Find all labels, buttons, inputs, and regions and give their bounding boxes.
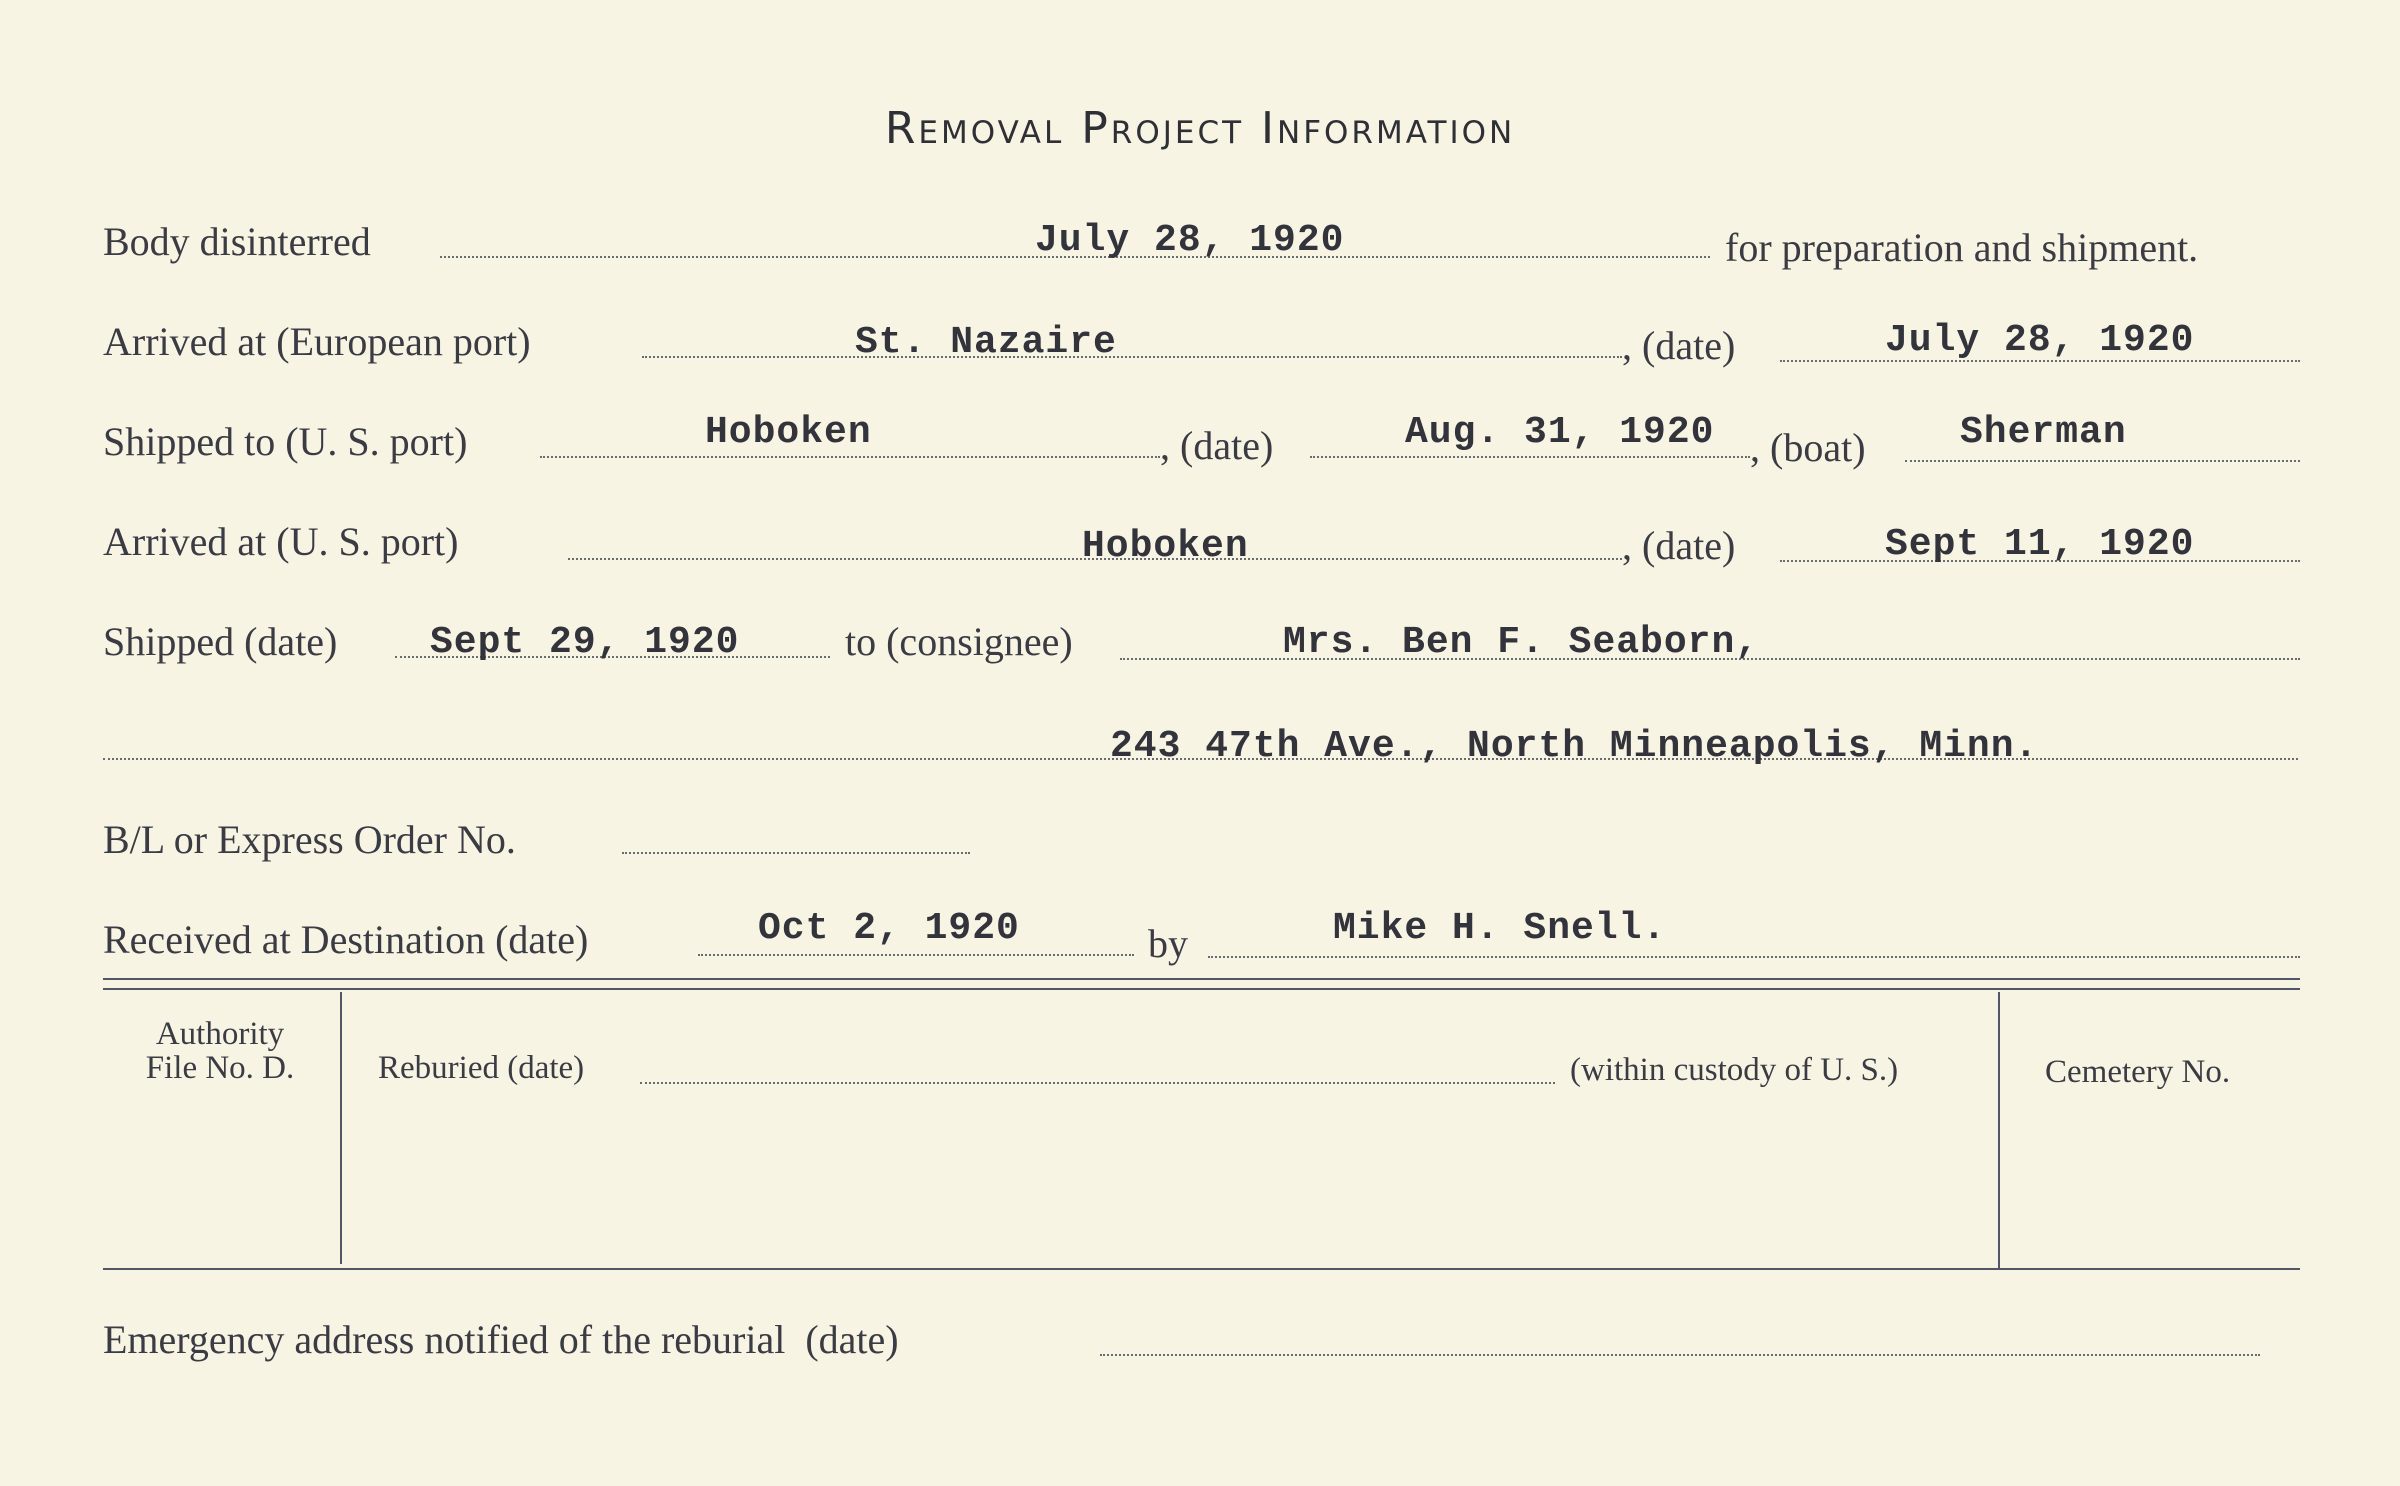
received-date-line bbox=[698, 954, 1134, 956]
received-by-line bbox=[1208, 956, 2300, 958]
european-port-label: Arrived at (European port) bbox=[103, 319, 531, 364]
emergency-label: Emergency address notified of the reburial (date) bbox=[103, 1317, 899, 1362]
bl-label: B/L or Express Order No. bbox=[103, 817, 516, 862]
shipped-to-date: Aug. 31, 1920 bbox=[1405, 411, 1715, 454]
european-port-line bbox=[642, 356, 1622, 358]
european-port-date-label: , (date) bbox=[1622, 323, 1736, 368]
authority-label-2: File No. D. bbox=[145, 1050, 295, 1086]
emergency-line bbox=[1100, 1354, 2260, 1356]
shipped-to-date-label: , (date) bbox=[1160, 423, 1274, 468]
shipped-to-line bbox=[540, 456, 1160, 458]
shipped-to-boat: Sherman bbox=[1960, 411, 2127, 454]
address-value: 243 47th Ave., North Minneapolis, Minn. bbox=[1110, 725, 2039, 768]
disinterred-label: Body disinterred bbox=[103, 219, 371, 264]
table-bottom-rule bbox=[103, 1268, 2300, 1270]
reburied-line bbox=[640, 1082, 1555, 1084]
received-label: Received at Destination (date) bbox=[103, 917, 589, 962]
us-port-date-label: , (date) bbox=[1622, 523, 1736, 568]
bl-line bbox=[622, 852, 970, 854]
reburied-label: Reburied (date) bbox=[378, 1050, 585, 1086]
consignee-label: to (consignee) bbox=[845, 619, 1073, 664]
table-divider-left bbox=[340, 992, 342, 1264]
table-top-rule bbox=[103, 978, 2300, 980]
shipped-label: Shipped (date) bbox=[103, 619, 338, 664]
shipped-to-date-line bbox=[1310, 456, 1750, 458]
disinterred-suffix: for preparation and shipment. bbox=[1725, 225, 2199, 270]
table-divider-right bbox=[1998, 992, 2000, 1268]
us-port-value: Hoboken bbox=[1082, 525, 1249, 568]
shipped-to-boat-line bbox=[1905, 460, 2300, 462]
shipped-date-value: Sept 29, 1920 bbox=[430, 621, 740, 664]
shipped-to-boat-label: , (boat) bbox=[1750, 425, 1866, 470]
authority-label-1: Authority bbox=[155, 1016, 285, 1052]
custody-label: (within custody of U. S.) bbox=[1570, 1052, 1899, 1088]
us-port-label: Arrived at (U. S. port) bbox=[103, 519, 459, 564]
received-by-value: Mike H. Snell. bbox=[1333, 907, 1667, 950]
shipped-to-port: Hoboken bbox=[705, 411, 872, 454]
cemetery-label: Cemetery No. bbox=[2045, 1054, 2231, 1090]
table-top-rule-double bbox=[103, 988, 2300, 990]
us-port-date-value: Sept 11, 1920 bbox=[1885, 523, 2195, 566]
european-port-value: St. Nazaire bbox=[855, 321, 1117, 364]
received-date-value: Oct 2, 1920 bbox=[758, 907, 1020, 950]
consignee-value: Mrs. Ben F. Seaborn, bbox=[1283, 621, 1760, 664]
received-by-label: by bbox=[1148, 921, 1188, 966]
card-title: Removal Project Information bbox=[884, 103, 1516, 154]
european-port-date-value: July 28, 1920 bbox=[1885, 319, 2195, 362]
disinterred-value: July 28, 1920 bbox=[1035, 219, 1345, 262]
shipped-to-label: Shipped to (U. S. port) bbox=[103, 419, 468, 464]
